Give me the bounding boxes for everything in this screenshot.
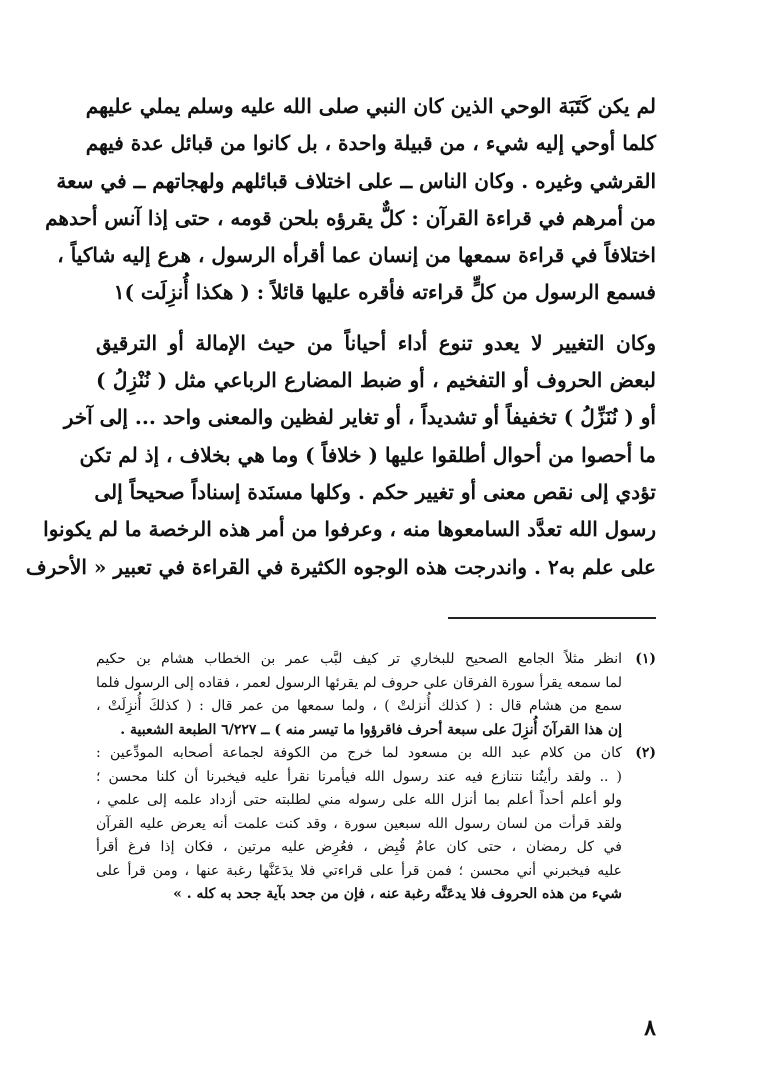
page-number: ٨ — [644, 1015, 656, 1041]
text-line: ما أحصوا من أحوال أطلقوا عليها ( خلافاً ) وما هي بخلاف ، إذ لم تكن — [79, 442, 656, 467]
text-line: تؤدي إلى نقص معنى أو تغيير حكم . وكلها مسنَدة إسناداً صحيحاً إلى — [94, 479, 656, 504]
paragraph-2 — [25, 325, 656, 586]
footnote-line: إن هذا القرآنَ أُنزِلَ على سبعة أحرف فاقرؤوا ما تيسر منه ) ــ ٦/٢٢٧ الطبعة الشعبية . — [120, 721, 622, 738]
footnote-line: لما سمعه يقرأ سورة الفرقان على حروف لم يقرئها الرسول لعمر ، فقاده إلى الرسول فلما — [96, 674, 622, 691]
footnote-line: في كل رمضان ، حتى كان عامُ قُبِض ، فعُرِض عليه مرتين ، فكان إذا فرغ أقرأ — [96, 839, 622, 855]
text-line: لم يكن كَتَبَة الوحي الذين كان النبي صلى الله عليه وسلم يملي عليهم — [85, 94, 656, 118]
paragraph-1 — [45, 88, 656, 312]
text-line: القرشي وغيره . وكان الناس ــ على اختلاف قبائلهم ولهجاتهم ــ في سعة — [56, 168, 656, 193]
footnote-separator — [448, 617, 656, 619]
footnote-line: سمع من هشام قال : ( كذلك أُنزلتْ ) ، ولما سمعها من عمر قال : ( كذلكَ أُنزِلَتْ ، — [96, 698, 622, 714]
footnote-line: عليه فيخبرني أني محسن ؛ فمن قرأ على قراءتي فلا يدَعَنَّها رغبة عنها ، ومن قرأ على — [96, 862, 622, 879]
footnote-line: شيء من هذه الحروف فلا يدعَنَّه رغبة عنه ، فإن من جحد بآية جحد به كله . » — [173, 886, 622, 902]
text-line: رسول الله تعدَّد السامعوها منه ، وعرفوا من أمر هذه الرخصة ما لم يكونوا — [43, 517, 656, 542]
footnote-1 — [96, 648, 656, 742]
footnote-line: ( .. ولقد رأيتُنا نتنازع فيه عند رسول الله فيأمرنا نقرأ عليه فيخبرنا أن كلنا محسن ؛ — [96, 768, 622, 785]
footnote-number: (١) — [635, 651, 656, 667]
text-line: لبعض الحروف أو التفخيم ، أو ضبط المضارع الرباعي مثل ( نُنْزِلُ ) — [96, 368, 656, 393]
footnote-number: (٢) — [635, 745, 656, 761]
text-line: كلما أوحي إليه شيء ، من قبيلة واحدة ، بل كانوا من قبائل عدة فيهم — [85, 131, 656, 156]
text-line: فسمع الرسول من كلٍّ قراءته فأقره عليها قائلاً : ( هكذا أُنزِلَت )١ — [113, 280, 656, 305]
footnote-line: ولو أعلم أحداً أعلم بما أنزل الله على رسوله مني لطلبته حتى أزداد علمه إلى علمي ، — [96, 792, 622, 808]
text-line: أو ( نُنَزِّلُ ) تخفيفاً أو تشديداً ، أو تغاير لفظين والمعنى واحد ... إلى آخر — [63, 405, 656, 430]
text-line: وكان التغيير لا يعدو تنوع أداء أحياناً من حيث الإمالة أو الترقيق — [96, 330, 656, 355]
footnotes — [96, 648, 656, 907]
text-line: على علم به٢ . واندرجت هذه الوجوه الكثيرة في القراءة في تعبير « الأحرف — [25, 554, 656, 579]
footnote-line: كان من كلام عبد الله بن مسعود لما خرج من الكوفة لجماعة أصحابه المودِّعين : — [96, 745, 622, 761]
main-text — [25, 88, 656, 586]
text-line: اختلافاً في قراءة سمعها من إنسان عما أقرأه الرسول ، هرع إليه شاكياً ، — [57, 243, 656, 268]
footnote-line: انظر مثلاً الجامع الصحيح للبخاري تر كيف لبَّب عمر بن الخطاب هشام بن حكيم — [96, 651, 622, 667]
footnote-line: ولقد قرأت من لسان رسول الله سبعين سورة ، وقد كنت علمت أنه يعرض عليه القرآن — [96, 815, 622, 832]
footnote-2 — [96, 742, 656, 907]
text-line: من أمرهم في قراءة القرآن : كلٌّ يقرؤه بلحن قومه ، حتى إذا آنس أحدهم — [45, 205, 656, 230]
